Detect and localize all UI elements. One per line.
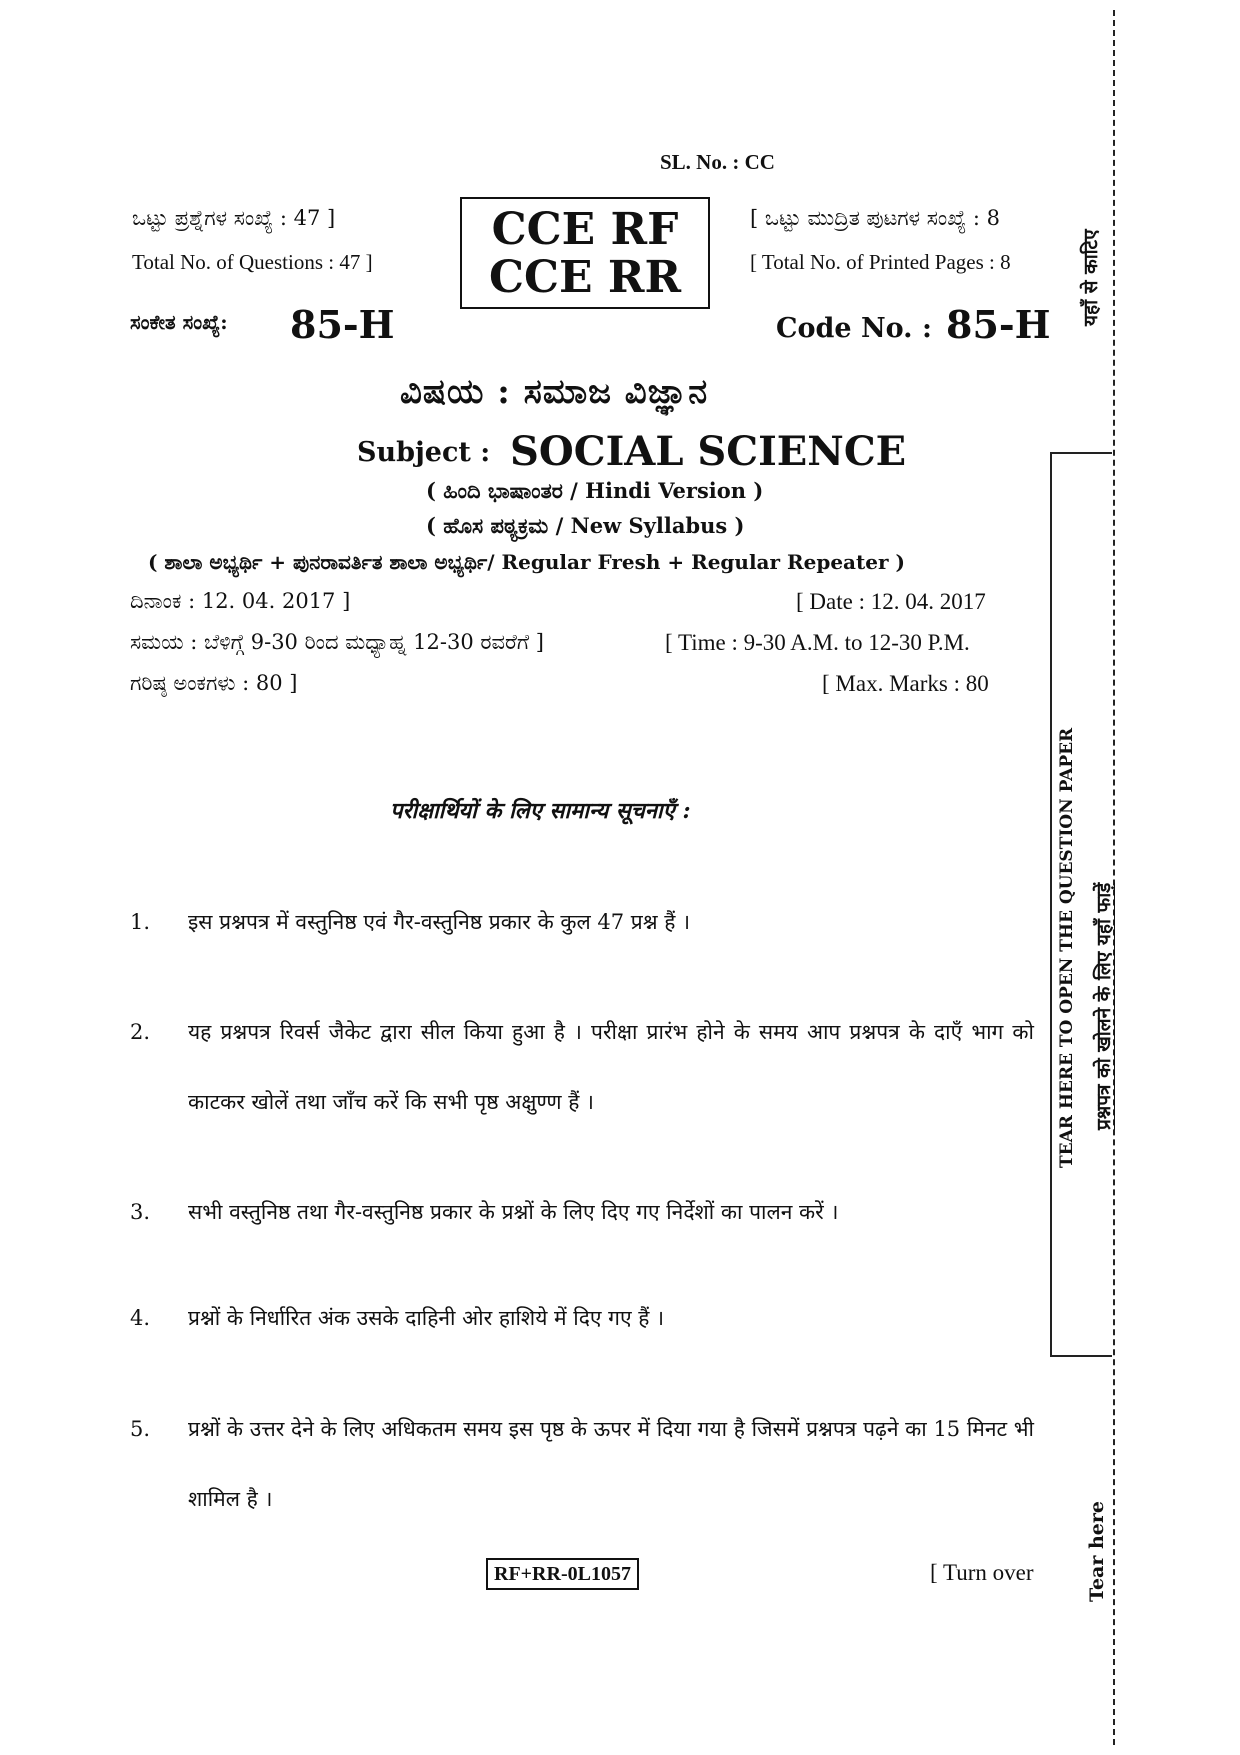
instruction-number: 5. [130, 1417, 151, 1441]
instruction-number: 4. [130, 1306, 151, 1330]
tear-open-english: TEAR HERE TO OPEN THE QUESTION PAPER [1057, 727, 1077, 1168]
cce-line-2: CCE RR [488, 252, 682, 303]
total-questions-kannada: ಒಟ್ಟು ಪ್ರಶ್ನೆಗಳ ಸಂಖ್ಯೆ : 47 ] [132, 206, 336, 230]
instructions-title: परीक्षार्थियों के लिए सामान्य सूचनाएँ : [390, 798, 691, 824]
instruction-text: प्रश्नों के निर्धारित अंक उसके दाहिनी ओर हाशिये में दिए गए हैं । [188, 1306, 665, 1330]
candidate-type-line: ( ಶಾಲಾ ಅಭ್ಯರ್ಥಿ + ಪುನರಾವರ್ತಿತ ಶಾಲಾ ಅಭ್ಯರ್ಥಿ/ Regular Fresh + Regular Repeater ) [148, 550, 905, 574]
date-kannada: ದಿನಾಂಕ : 12. 04. 2017 ] [130, 589, 351, 613]
instruction-text: सभी वस्तुनिष्ठ तथा गैर-वस्तुनिष्ठ प्रकार के प्रश्नों के लिए दिए गए निर्देशों का पालन करें । [188, 1200, 839, 1224]
tear-here-label: Tear here [1086, 1501, 1108, 1602]
instruction-number: 1. [130, 910, 151, 934]
syllabus-line: ( ಹೊಸ ಪಠ್ಯಕ್ರಮ / New Syllabus ) [426, 513, 745, 538]
printed-pages-kannada: [ ಒಟ್ಟು ಮುದ್ರಿತ ಪುಟಗಳ ಸಂಖ್ಯೆ : 8 [750, 206, 1001, 230]
version-line: ( ಹಿಂದಿ ಭಾಷಾಂತರ / Hindi Version ) [426, 478, 764, 503]
subject-title: SOCIAL SCIENCE [510, 428, 907, 475]
date-english: [ Date : 12. 04. 2017 [796, 589, 986, 614]
cce-box [460, 197, 710, 309]
tear-open-hindi: प्रश्नपत्र को खोलने के लिए यहाँ फाड़ें [1093, 882, 1115, 1130]
instruction-text: यह प्रश्नपत्र रिवर्स जैकेट द्वारा सील किया हुआ है । परीक्षा प्रारंभ होने के समय आप प्रश्नपत्र के दाएँ भाग को काटकर खोलें तथा जाँच करें कि सभी पृष्ठ अक्षुण्ण हैं । [188, 1020, 1034, 1114]
paper-code-box: RF+RR-0L1057 [486, 1558, 639, 1590]
instruction-number: 2. [130, 1020, 151, 1044]
cce-line-1: CCE RF [491, 204, 679, 255]
code-label-kannada: ಸಂಕೇತ ಸಂಖ್ಯೆ: [130, 310, 228, 334]
max-marks-english: [ Max. Marks : 80 [822, 671, 989, 696]
total-questions-english: Total No. of Questions : 47 ] [132, 250, 373, 274]
subject-kannada: ವಿಷಯ : ಸಮಾಜ ವಿಜ್ಞಾನ [400, 372, 709, 412]
instruction-text: प्रश्नों के उत्तर देने के लिए अधिकतम समय इस पृष्ठ के ऊपर में दिया गया है जिसमें प्रश्नपत्र पढ़ने का 15 मिनट भी शामिल है । [188, 1417, 1034, 1511]
instruction-number: 3. [130, 1200, 151, 1224]
instruction-text: इस प्रश्नपत्र में वस्तुनिष्ठ एवं गैर-वस्तुनिष्ठ प्रकार के कुल 47 प्रश्न हैं । [188, 910, 691, 934]
serial-number: SL. No. : CC [660, 150, 775, 174]
code-value-kannada: 85-H [290, 302, 395, 347]
max-marks-kannada: ಗರಿಷ್ಠ ಅಂಕಗಳು : 80 ] [130, 671, 298, 695]
time-english: [ Time : 9-30 A.M. to 12-30 P.M. [665, 630, 970, 655]
turn-over-note: [ Turn over [930, 1560, 1034, 1585]
code-value-english: 85-H [946, 302, 1051, 347]
subject-label: Subject : [357, 437, 491, 468]
code-label-english: Code No. : [776, 313, 932, 344]
time-kannada: ಸಮಯ : ಬೆಳಿಗ್ಗೆ 9-30 ರಿಂದ ಮಧ್ಯಾಹ್ನ 12-30 ರವರೆಗೆ ] [130, 630, 544, 654]
printed-pages-english: [ Total No. of Printed Pages : 8 [750, 250, 1011, 274]
cut-here-hindi: यहाँ से काटिए [1080, 229, 1102, 326]
